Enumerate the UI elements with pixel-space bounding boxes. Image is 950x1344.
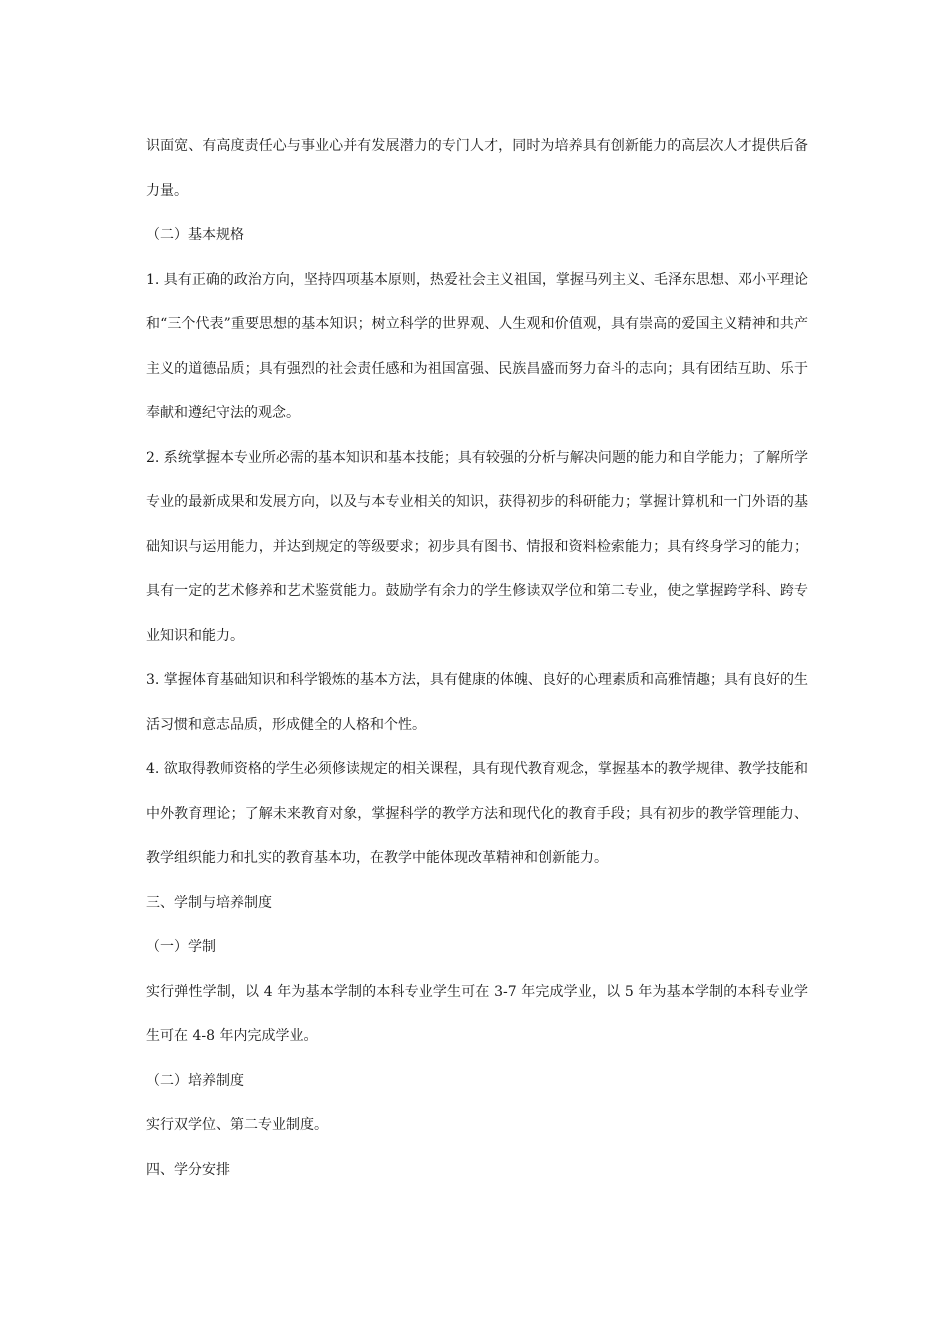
heading-schooling-length: （一）学制 [146, 939, 216, 955]
document-body [146, 124, 808, 1192]
heading-training-system: （二）培养制度 [146, 1072, 244, 1089]
paragraph-spec-1: 1. 具有正确的政治方向，坚持四项基本原则，热爱社会主义祖国，掌握马列主义、毛泽东思想、邓小平理论和“三个代表”重要思想的基本知识；树立科学的世界观、人生观和价值观，具有崇高的爱国主义精神和共产主义的道德品质；具有强烈的社会责任感和为祖国富强、民族昌盛而努力奋斗的志向；具有团结互助、乐于奉献和遵纪守法的观念。 [146, 271, 808, 421]
heading-credit-arrangement: 四、学分安排 [146, 1161, 230, 1178]
paragraph-spec-4: 4. 欲取得教师资格的学生必须修读规定的相关课程，具有现代教育观念，掌握基本的教学规律、教学技能和中外教育理论；了解未来教育对象，掌握科学的教学方法和现代化的教育手段；具有初步的教学管理能力、教学组织能力和扎实的教育基本功，在教学中能体现改革精神和创新能力。 [146, 761, 808, 866]
paragraph-double-degree: 实行双学位、第二专业制度。 [146, 1117, 328, 1133]
paragraph-spec-2: 2. 系统掌握本专业所必需的基本知识和基本技能；具有较强的分析与解决问题的能力和自学能力；了解所学专业的最新成果和发展方向，以及与本专业相关的知识，获得初步的科研能力；掌握计算机和一门外语的基础知识与运用能力，并达到规定的等级要求；初步具有图书、情报和资料检索能力；具有终身学习的能力；具有一定的艺术修养和艺术鉴赏能力。鼓励学有余力的学生修读双学位和第二专业，使之掌握跨学科、跨专业知识和能力。 [146, 449, 808, 644]
paragraph-flexible-schooling: 实行弹性学制，以 4 年为基本学制的本科专业学生可在 3-7 年完成学业，以 5 年为基本学制的本科专业学生可在 4-8 年内完成学业。 [146, 983, 808, 1044]
heading-basic-specification: （二）基本规格 [146, 227, 244, 243]
paragraph-training-goal-continuation: 识面宽、有高度责任心与事业心并有发展潜力的专门人才，同时为培养具有创新能力的高层次人才提供后备力量。 [146, 138, 808, 199]
paragraph-spec-3: 3. 掌握体育基础知识和科学锻炼的基本方法，具有健康的体魄、良好的心理素质和高雅情趣；具有良好的生活习惯和意志品质，形成健全的人格和个性。 [146, 672, 808, 733]
heading-schooling-system: 三、学制与培养制度 [146, 894, 272, 911]
